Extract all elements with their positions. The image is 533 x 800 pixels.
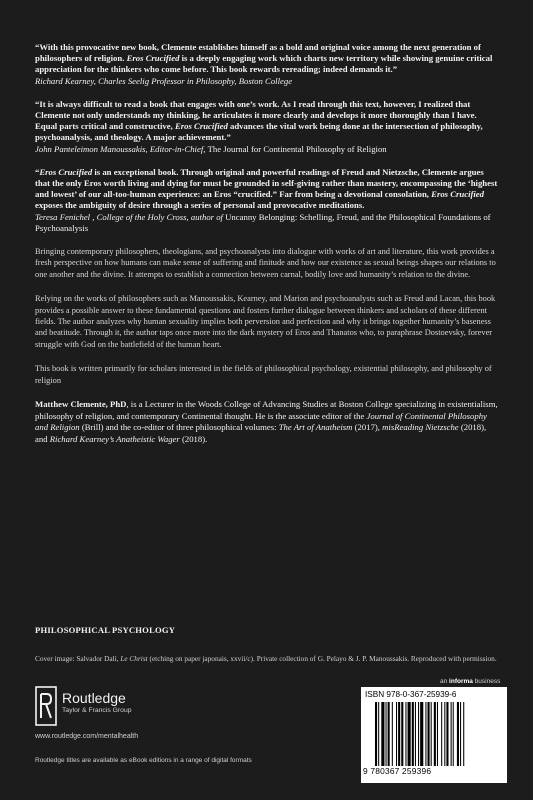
barcode-bar [444, 702, 445, 766]
endorsement-quote [35, 99, 500, 144]
text-run: Eros Crucified [431, 189, 485, 200]
text-run: (Brill) and the co-editor of three philosophical volumes: [79, 422, 279, 433]
barcode-bar [386, 702, 387, 766]
barcode-bar [451, 702, 452, 766]
publisher-website[interactable]: www.routledge.com/mentalhealth [35, 733, 139, 740]
text-run: is a deeply engaging work which charts new territory while showing genuine critical appreciation for the thinkers who come before. This book rewards rereading; indeed demands it.” [35, 53, 493, 75]
barcode-bar [418, 702, 419, 766]
informa-prefix: an [440, 678, 450, 685]
publisher-group: Taylor & Francis Group [62, 707, 132, 714]
text-run: The Art of Anatheism [278, 422, 353, 433]
text-run: Eros Crucified [174, 121, 228, 132]
text-run: The Journal for Continental Philosophy of Religion [207, 143, 387, 154]
barcode-bar [396, 702, 397, 766]
text-run: is an exceptional book. Through original and powerful readings of Freud and Nietzsche, Clemente argues that the only Eros worth living and dying for must be grounded in self-giving rather than mastery, encompassing the ‘highest and lowest’ of our all-too-human experience: an Eros “crucified.” Far from being a devotional consolation, [35, 166, 498, 200]
main-text [35, 42, 500, 445]
text-run: Richard Kearney, Charles Seelig Professor in Philosophy, Boston College [35, 75, 293, 86]
barcode-bar [431, 702, 432, 766]
text-run: Journal of Continental Philosophy and Religion [35, 410, 487, 433]
barcode-bar [420, 702, 423, 766]
barcode-bar [453, 702, 454, 766]
text-run: advances the vital work being done at the intersection of philosophy, psychoanalysis, and theology. A major achievement.” [35, 121, 483, 143]
barcode-bar [415, 702, 416, 766]
text-run: (2018), and [35, 422, 487, 444]
endorsement-attribution [35, 212, 500, 234]
barcode-bar [408, 702, 411, 766]
subject-category: PHILOSOPHICAL PSYCHOLOGY [35, 625, 176, 635]
cover-credit [35, 654, 505, 663]
description [35, 246, 500, 386]
barcode-bars [375, 702, 503, 766]
informa-suffix: business [472, 678, 501, 685]
text-run: Teresa Fenichel , College of the Holy Cross, author of [35, 211, 226, 222]
text-run: “It is always difficult to read a book that engages with one’s work. As I read through this text, however, I realized that Clemente not only understands my thinking, he articulates it more clearly and develops it more thoroughly than I have. Equal parts critical and constructive, [35, 98, 477, 132]
text-run: (2018). [179, 433, 208, 444]
isbn-barcode [361, 687, 507, 783]
text-run: “ [35, 166, 40, 177]
text-run: exposes the ambiguity of desire through a series of personal and provocative meditations. [35, 200, 365, 211]
barcode-bar [463, 702, 464, 766]
publisher-name: Routledge [62, 690, 126, 706]
text-run: John Panteleimon Manoussakis, Editor-in-Chief, [35, 143, 208, 154]
barcode-bar [381, 702, 384, 766]
text-run: (etching on paper japonais, xxvii/c). Private collection of G. Pelayo & J. P. Manoussakis. Reproduced with permission. [147, 654, 497, 663]
text-run: Richard Kearney’s Anatheistic Wager [49, 433, 180, 444]
text-run: Le Christ [120, 654, 148, 663]
endorsement-attribution [35, 76, 500, 87]
text-run: Matthew Clemente, PhD [35, 399, 127, 410]
endorsement-quote [35, 42, 500, 76]
publisher-logo [35, 686, 185, 726]
text-run: Cover image: Salvador Dalí, [35, 654, 121, 663]
ebook-note: Routledge titles are available as eBook editions in a range of digital formats [35, 757, 252, 764]
text-run: misReading Nietzsche [382, 422, 459, 433]
description-paragraph: This book is written primarily for scholars interested in the fields of philosophical psychology, existential philosophy, and philosophy of religion [35, 364, 492, 385]
description-paragraph: Bringing contemporary philosophers, theologians, and psychoanalysts into dialogue with works of art and literature, this work provides a fresh perspective on how humans can make sense of suffering and finitude and how our existence as sexual beings shapes our relations to one another and the divine. It attempts to establish a connection between carnal, bodily love and humanity’s relation to the divine. [35, 247, 496, 279]
text-run: , is a Lecturer in the Woods College of Advancing Studies at Boston College specializing in existentialism, philosophy of religion, and contemporary Continental thought. He is the associate editor of the [35, 399, 498, 421]
barcode-bar [398, 702, 400, 766]
endorsement-attribution [35, 144, 500, 155]
barcode-bar [460, 702, 461, 766]
barcode-bar [425, 702, 426, 766]
barcode-digits: 9 780367 259396 [363, 766, 432, 776]
endorsement [35, 167, 500, 234]
barcode-bar [446, 702, 448, 766]
text-run: Eros Crucified [126, 53, 180, 64]
informa-business-label [440, 678, 500, 685]
text-run: (2017), [352, 422, 383, 433]
endorsements [35, 42, 500, 234]
barcode-bar [457, 702, 459, 766]
barcode-bar [412, 702, 414, 766]
barcode-bar [434, 702, 436, 766]
author-bio [35, 399, 500, 445]
text-run: Eros Crucified [39, 166, 93, 177]
barcode-bar [441, 702, 442, 766]
barcode-bar [405, 702, 406, 766]
routledge-logo-icon [35, 686, 57, 726]
barcode-bar [378, 702, 379, 766]
description-paragraph: Relying on the works of philosophers such as Manoussakis, Kearney, and Marion and psychoanalysts such as Freud and Lacan, this book provides a possible answer to these fundamental questions and fosters further dialogue between thinkers and scholars of these different fields. The author analyzes why human sexuality implies both perversion and perfection and why it brings together humanity’s baseness and beatitude. Through it, the author taps once more into the dark mystery of Eros and Thanatos who, to paraphrase Dostoevsky, forever struggle with God on the battlefield of the human heart. [35, 294, 496, 349]
barcode-bar [428, 702, 430, 766]
isbn-label: ISBN 978-0-367-25939-6 [365, 690, 457, 699]
barcode-bar [392, 702, 393, 766]
barcode-bar [437, 702, 438, 766]
endorsement [35, 99, 500, 155]
barcode-bar [375, 702, 377, 766]
endorsement-quote [35, 167, 500, 212]
text-run: “With this provocative new book, Clemente establishes himself as a bold and original voice among the next generation of philosophers of religion. [35, 42, 481, 64]
text-run: Uncanny Belonging: Schelling, Freud, and the Philosophical Foundations of Psychoanalysis [35, 211, 491, 233]
barcode-bar [401, 702, 403, 766]
informa-brand: informa [449, 678, 473, 685]
endorsement [35, 42, 500, 87]
barcode-bar [388, 702, 390, 766]
